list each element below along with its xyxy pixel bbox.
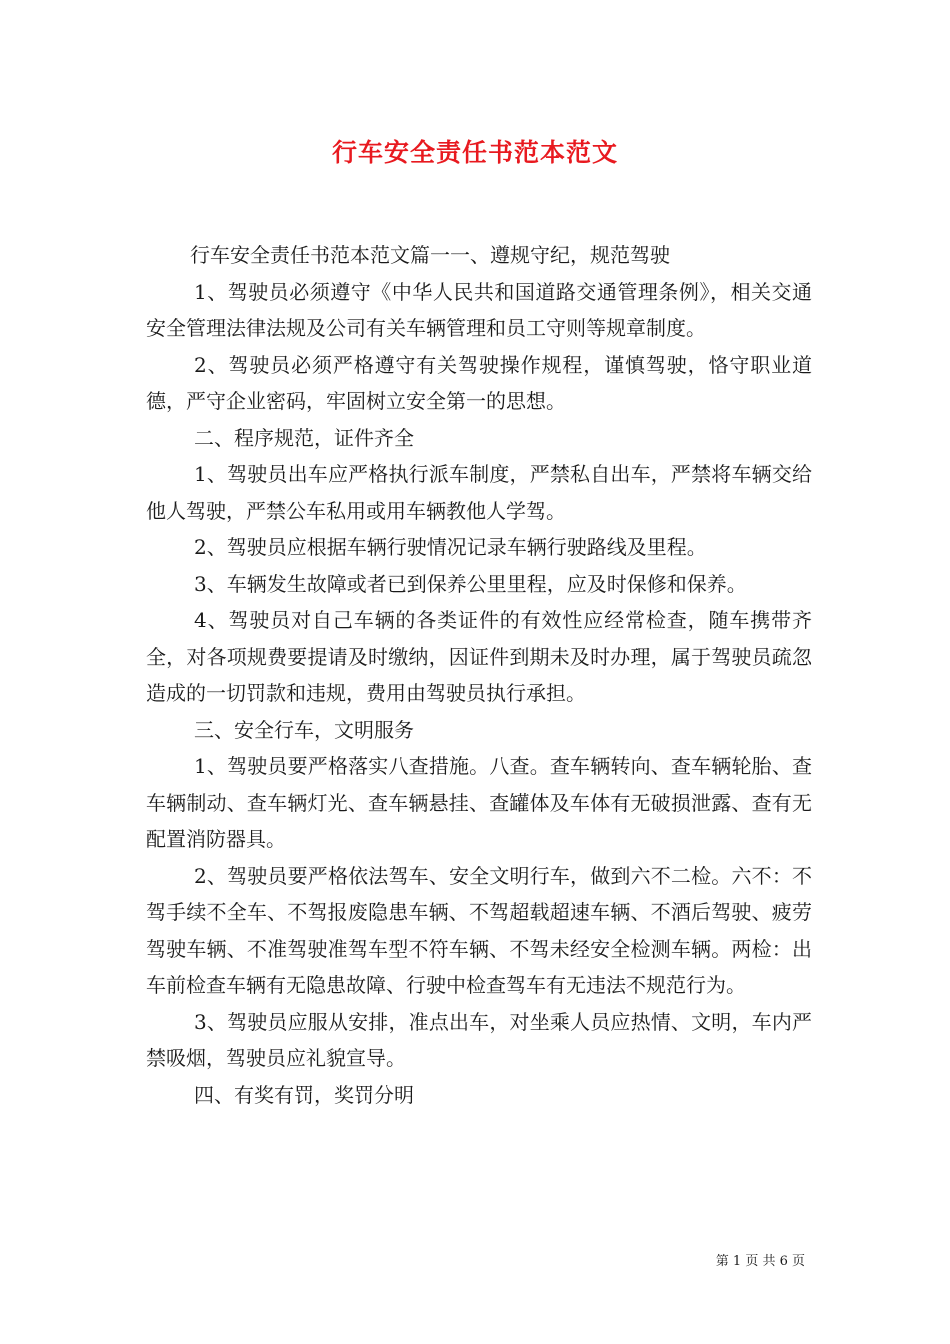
paragraph: 2、驾驶员应根据车辆行驶情况记录车辆行驶路线及里程。 xyxy=(194,535,707,559)
paragraph: 1、驾驶员必须遵守《中华人民共和国道路交通管理条例》，相关交通安全管理法律法规及公司有关车辆管理和员工守则等规章制度。 xyxy=(146,279,812,340)
paragraph: 1、驾驶员出车应严格执行派车制度，严禁私自出车，严禁将车辆交给他人驾驶，严禁公车私用或用车辆教他人学驾。 xyxy=(146,462,812,523)
paragraph: 3、车辆发生故障或者已到保养公里里程，应及时保修和保养。 xyxy=(194,571,747,596)
document-title: 行车安全责任书范本范文 xyxy=(331,138,618,167)
paragraph: 2、驾驶员要严格依法驾车、安全文明行车，做到六不二检。六不：不驾手续不全车、不驾报废隐患车辆、不驾超载超速车辆、不酒后驾驶、疲劳驾驶车辆、不准驾驶准驾车型不符车辆、不驾未经安全检测车辆。两检：出车前检查车辆有无隐患故障、行驶中检查驾车有无违法不规范行为。 xyxy=(146,863,812,997)
paragraph: 2、驾驶员必须严格遵守有关驾驶操作规程，谨慎驾驶，恪守职业道德，严守企业密码，牢固树立安全第一的思想。 xyxy=(146,352,812,413)
paragraph: 3、驾驶员应服从安排，准点出车，对坐乘人员应热情、文明，车内严禁吸烟，驾驶员应礼貌宣导。 xyxy=(146,1009,812,1070)
paragraph-intro: 行车安全责任书范本范文篇一一、遵规守纪，规范驾驶 xyxy=(190,243,670,267)
section-heading: 二、程序规范，证件齐全 xyxy=(194,425,414,450)
section-heading: 四、有奖有罚，奖罚分明 xyxy=(194,1082,414,1107)
page-number: 第 1 页 共 6 页 xyxy=(715,1254,805,1269)
document-body xyxy=(146,237,812,1113)
paragraph: 4、驾驶员对自己车辆的各类证件的有效性应经常检查，随车携带齐全，对各项规费要提请及时缴纳，因证件到期未及时办理，属于驾驶员疏忽造成的一切罚款和违规，费用由驾驶员执行承担。 xyxy=(146,608,812,705)
paragraph: 1、驾驶员要严格落实八查措施。八查。查车辆转向、查车辆轮胎、查车辆制动、查车辆灯光、查车辆悬挂、查罐体及车体有无破损泄露、查有无配置消防器具。 xyxy=(146,754,812,851)
section-heading: 三、安全行车，文明服务 xyxy=(194,717,414,742)
